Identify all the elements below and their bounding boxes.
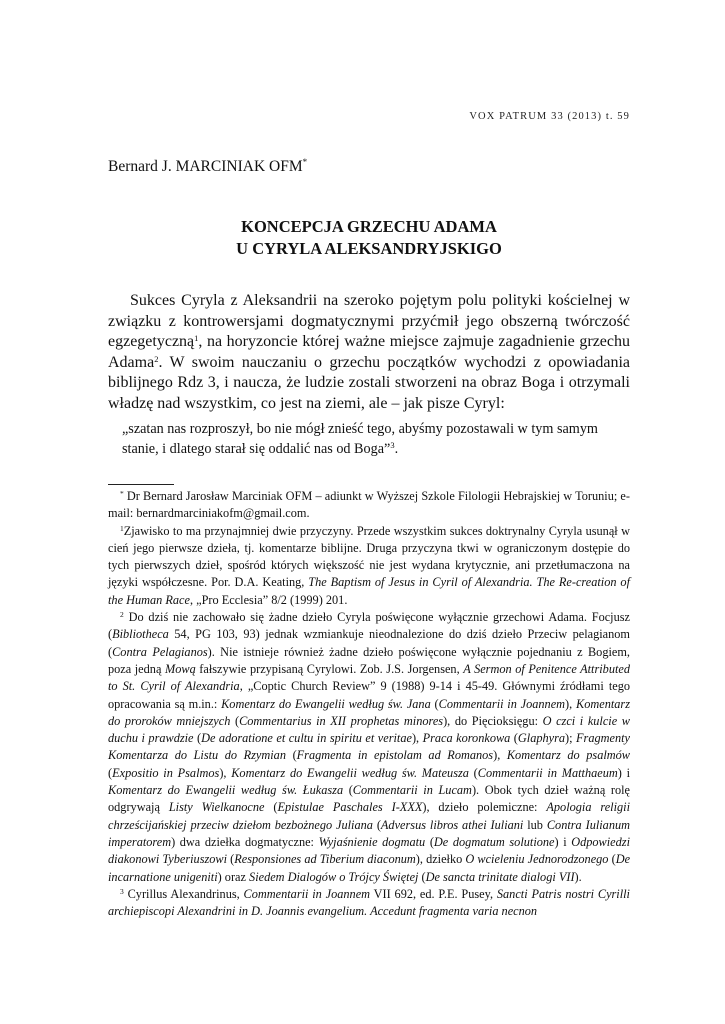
author-line bbox=[108, 158, 307, 176]
footnote-text: ( bbox=[264, 800, 278, 815]
footnote-text: ). bbox=[574, 869, 582, 884]
footnote-mark: 3 bbox=[120, 886, 124, 896]
footnotes bbox=[108, 488, 630, 920]
quote-text: „szatan nas rozproszył, bo nie mógł znieść tego, abyśmy pozostawali w tym samym stanie, i dlatego starał się oddalić nas od Boga” bbox=[122, 421, 598, 457]
footnote-text: ( bbox=[108, 765, 113, 780]
footnote-3 bbox=[108, 886, 630, 921]
footnote-2 bbox=[108, 609, 630, 886]
footnote-text: , „Coptic Church Review” 9 (1988) 9-14 i 45-49. Głównymi źródłami tego opracowania są m.in.: bbox=[108, 679, 631, 711]
footnote-text: ( bbox=[430, 696, 439, 711]
footnote-text: ( bbox=[285, 748, 297, 763]
footnote-italic: Komentarz do Ewangelii według św. Łukasza bbox=[108, 783, 344, 798]
footnote-italic: Siedem Dialogów o Trójcy Świętej bbox=[249, 869, 419, 884]
footnote-italic: Fragmenty Komentarza do Listu do Rzymian bbox=[108, 731, 631, 763]
footnote-italic: Glaphyra bbox=[517, 731, 566, 746]
footnote-text: ), bbox=[565, 696, 576, 711]
footnote-italic: Apologia religii chrześcijańskiej przeciw dziełom bezbożnego Juliana bbox=[108, 800, 630, 832]
footnote-italic: Epistulae Paschales I-XXX bbox=[277, 800, 423, 815]
footnote-text: ( bbox=[343, 783, 353, 798]
footnote-text: ( bbox=[510, 731, 518, 746]
footnote-text: VII 692, ed. P.E. Pusey, bbox=[370, 886, 497, 901]
footnote-italic: The Baptism of Jesus in Cyril of Alexandria. The Re-creation of the Human Race bbox=[108, 575, 630, 607]
title-line-1: KONCEPCJA GRZECHU ADAMA bbox=[241, 217, 497, 236]
footnote-italic: Listy Wielkanocne bbox=[168, 800, 265, 815]
footnote-text: 54, PG 103, 93) jednak wzmiankuje nieodnalezione do dziś dzieło Przeciw pelagianom ( bbox=[108, 627, 630, 659]
footnote-text: ), bbox=[411, 731, 423, 746]
footnote-text: ) oraz bbox=[217, 869, 250, 884]
footnote-italic: De sancta trinitate dialogi VII bbox=[425, 869, 575, 884]
author-footnote-mark[interactable]: * bbox=[302, 157, 308, 167]
footnote-italic: A Sermon of Penitence Attributed to St. Cyril of Alexandria bbox=[108, 661, 630, 694]
footnote-italic: Commentarii in Lucam bbox=[352, 783, 472, 798]
footnote-text: ( bbox=[227, 852, 235, 867]
footnote-italic: Commentarii in Matthaeum bbox=[477, 765, 618, 780]
footnote-text: ), dzieło polemiczne: bbox=[422, 800, 547, 815]
footnote-text: ( bbox=[425, 834, 434, 849]
footnote-italic: O wcieleniu Jednorodzonego bbox=[465, 852, 609, 867]
footnote-italic: Praca koronkowa bbox=[422, 731, 511, 746]
footnote-italic: Fragmenta in epistolam ad Romanos bbox=[296, 748, 494, 763]
footnote-separator bbox=[108, 484, 174, 485]
running-head: VOX PATRUM 33 (2013) t. 59 bbox=[469, 111, 630, 122]
footnote-text: ). Nie istnieje również żadne dzieło poświęcone wyłącznie pojednaniu z Bogiem, poza jedną bbox=[108, 644, 630, 676]
footnote-text: ), bbox=[219, 765, 232, 780]
footnote-italic: De adoratione et cultu in spiritu et veritae bbox=[201, 731, 412, 746]
footnote-italic: Commentarii in Joannem bbox=[243, 886, 371, 901]
footnote-text: ( bbox=[418, 869, 426, 884]
body-text-segment: . W swoim nauczaniu o grzechu początków wychodzi z opowiadania biblijnego Rdz 3, i naucza, że ludzie zostali stworzeni na obraz Boga i otrzymali władzę nad wszystkim, co jest na ziemi, ale – jak pisze Cyryl: bbox=[108, 353, 630, 412]
footnote-text: , „Pro Ecclesia” 8/2 (1999) 201. bbox=[189, 592, 348, 607]
footnote-text: ) dwa dziełka dogmatyczne: bbox=[171, 834, 319, 849]
footnote-text: ), bbox=[493, 748, 507, 763]
footnote-italic: Commentarius in XII prophetas minores bbox=[239, 713, 444, 728]
footnote-ref-3[interactable]: 3 bbox=[390, 440, 395, 450]
footnote-italic: Contra Iulianum imperatorem bbox=[108, 817, 630, 849]
footnote-italic: Odpowiedzi diakonowi Tyberiuszowi bbox=[108, 834, 630, 867]
footnote-author bbox=[108, 488, 630, 523]
footnote-italic: Bibliotheca bbox=[112, 627, 169, 642]
footnote-italic: Contra Pelagianos bbox=[112, 644, 208, 659]
footnote-italic: Adversus libros athei Iuliani bbox=[380, 817, 524, 832]
footnote-text: Cyrillus Alexandrinus, bbox=[127, 886, 244, 901]
footnote-text: Zjawisko to ma przynajmniej dwie przyczyny. Przede wszystkim sukces doktrynalny Cyryla usunął w cień jego pierwsze dzieła, tj. komentarze biblijne. Druga przyczyna tkwi w ograniczonym dostępie do tych pierwszych dzieł, spośród których większość nie jest wydana krytycznie, ani przetłumaczona na języki współczesne. Por. D.A. Keating, bbox=[108, 523, 630, 590]
article-title bbox=[108, 216, 630, 260]
footnote-italic: Mową bbox=[164, 661, 196, 676]
body-text bbox=[108, 291, 630, 414]
author-name: Bernard J. MARCINIAK OFM bbox=[108, 158, 303, 175]
footnote-italic: Komentarz do Ewangelii według św. Jana bbox=[221, 696, 431, 711]
footnote-italic: Sancti Patris nostri Cyrilli archiepiscopi Alexandrini in D. Joannis evangelium. Accedunt fragmenta varia necnon bbox=[108, 886, 630, 919]
footnote-italic: Komentarz do psalmów bbox=[506, 748, 630, 763]
body-paragraph bbox=[108, 291, 630, 414]
footnote-text: ( bbox=[372, 817, 381, 832]
footnote-italic: O czci i kulcie w duchu i prawdzie bbox=[108, 713, 630, 746]
footnote-text: ). Obok tych dzieł ważną rolę odgrywają bbox=[108, 783, 630, 815]
body-text-segment: Sukces Cyryla z Aleksandrii na szeroko pojętym polu polityki kościelnej w związku z kontrowersjami dogmatycznymi przyćmił jego obszerną twórczość egzegetyczną bbox=[108, 292, 630, 350]
footnote-italic: De incarnatione unigeniti bbox=[108, 852, 631, 884]
footnote-ref-1[interactable]: 1 bbox=[194, 333, 199, 343]
footnote-ref-2[interactable]: 2 bbox=[154, 353, 159, 364]
footnote-text: ( bbox=[230, 713, 240, 728]
footnote-text: Dr Bernard Jarosław Marciniak OFM – adiunkt w Wyższej Szkole Filologii Hebrajskiej w Toruniu; e-mail: bernardmarciniakofm@gmail.com. bbox=[108, 489, 630, 521]
footnote-text: lub bbox=[523, 817, 547, 832]
quote-end: . bbox=[394, 441, 399, 457]
footnote-1 bbox=[108, 523, 630, 609]
footnote-italic: Komentarz do Ewangelii według św. Mateusza bbox=[231, 765, 469, 780]
footnote-italic: De dogmatum solutione bbox=[433, 834, 555, 849]
body-text-segment: , na horyzoncie której ważne miejsce zajmuje zagadnienie grzechu Adama bbox=[108, 333, 630, 371]
footnote-italic: Komentarz do proroków mniejszych bbox=[108, 696, 630, 728]
footnote-text: ), dziełko bbox=[415, 852, 466, 867]
block-quote bbox=[122, 419, 630, 459]
footnote-italic: Commentarii in Joannem bbox=[438, 696, 566, 711]
footnote-italic: Expositio in Psalmos bbox=[112, 765, 220, 780]
footnote-mark: 2 bbox=[120, 610, 124, 620]
footnote-text: ( bbox=[193, 731, 202, 746]
footnote-text: ( bbox=[468, 765, 478, 780]
footnote-text: ), do Pięcioksięgu: bbox=[443, 713, 543, 728]
footnote-text: ) i bbox=[617, 765, 631, 780]
footnote-text: ) i bbox=[554, 834, 572, 849]
footnote-italic: Responsiones ad Tiberium diaconum bbox=[234, 852, 416, 867]
footnote-italic: Wyjaśnienie dogmatu bbox=[318, 834, 426, 849]
footnote-mark: 1 bbox=[120, 523, 124, 533]
footnote-text: Do dziś nie zachowało się żadne dzieło Cyryla poświęcone wyłącznie grzechowi Adama. Focjusz ( bbox=[108, 610, 630, 642]
footnote-text: fałszywie przypisaną Cyrylowi. Zob. J.S. Jorgensen, bbox=[195, 661, 464, 676]
title-line-2: U CYRYLA ALEKSANDRYJSKIGO bbox=[236, 239, 502, 258]
footnote-text: ); bbox=[565, 731, 577, 746]
footnote-text: ( bbox=[608, 852, 616, 867]
footnote-mark: * bbox=[120, 489, 124, 498]
